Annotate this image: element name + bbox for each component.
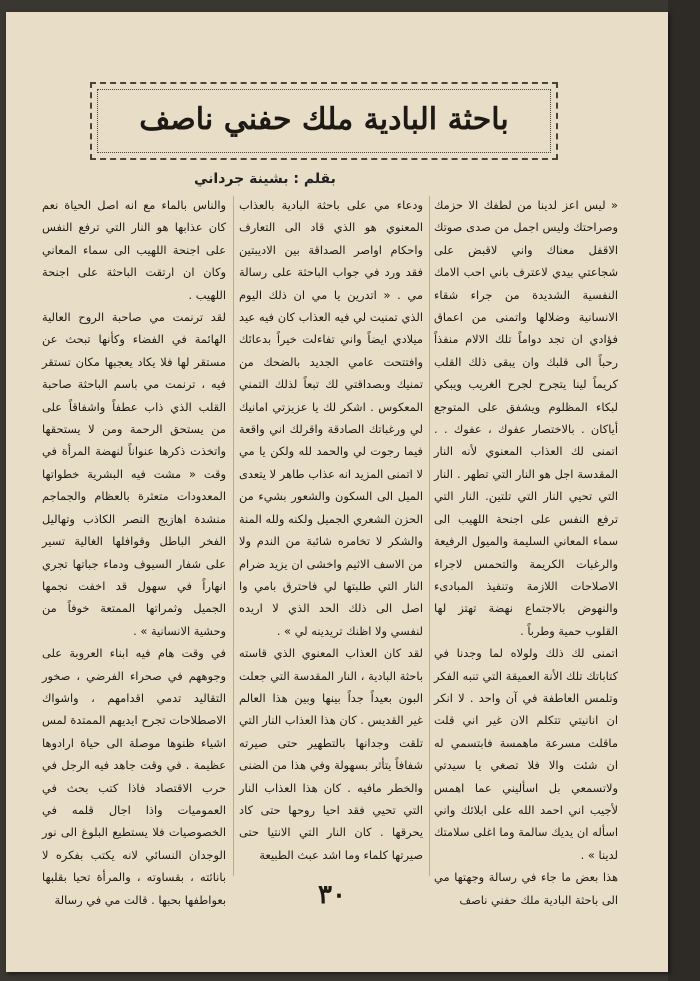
text-column-middle — [239, 194, 423, 866]
paragraph: « ليس اعز لدينا من لطفك الا حزمك وصراحتك وليس اجمل من صدى صوتك الاقفل معناك واني لاقبض على شجاعتي بيدي لاعترف باني احب الامك النفسية الشديدة من جراء شقاء الانسانية وضلالها واتمنى من اعماق فؤادي ان تجد دواماً تلك الالام منفذاً رحباً الى قلبك وان يبقى ذلك القلب كريماً لينا يتجرح لجرح الغريب ويبكي لبكاء المظلوم ويشفق على المتوجع أياكان . بالاختصار عفوك ، عفوك . . اتمنى لك العذاب المعنوي لأنه النار المقدسة اجل هو النار التي تطهر . النار التي تحيي النار التي تلتين. النار التي ترفع النفس على اجنحة اللهيب الى سماء المعاني السليمة والميول الرفيعة والرغبات الكريمة والتحمس لاجراء الاصلاحات اللازمة وتنفيذ المبادىء والنهوض بالاجتماع نهضة تهتز لها القلوب حمية وطرباً . — [434, 198, 618, 638]
paragraph: اتمنى لك ذلك ولولاه لما وجدنا في كتاباتك تلك الأنة العميقة التي تنبه الفكر وتلمس العاطفة في آن واحد . لا انكر ان انانيتي تتكلم الان غير اني قلت ماقلت مسرعة ماهمسة فابتسمي له ان شئت والا فلا تصغي يا سيدتي ولاتسمعي بل اسأليني عما اهمس لأجيب اني احمد الله على ابلائك واني اسأله ان يديك سالمة وما اغلى سلامتك لدينا » . — [434, 646, 618, 862]
column-divider — [233, 196, 234, 876]
paragraph: في وقت هام فيه ابناء العروبة على وجوههم في صحراء الفرضي ، صخور التقاليد تدمي اقدامهم ، واشواك الاصطلاحات تجرح ايديهم الممتدة لمس اشياء ظنوها موصلة الى حياة ارادوها عظيمة . في وقت جاهد فيه الرجل في حرب الاقتصاد فاذا كتب بحث في العموميات واذا اجال قلمه في الخصوصيات فلا يستطيع البلوغ الى نور الوجدان النسائي لانه يكتب بفكره لا بانائته ، بقساوته ، والمرأة تحيا بقلبها بعواطفها بحبها . قالت مي في رسالة — [42, 646, 226, 907]
text-column-left — [42, 194, 226, 911]
article-title: باحثة البادية ملك حفني ناصف — [139, 102, 509, 137]
book-page — [6, 12, 668, 972]
author-byline: بقلم : بشينة جرداني — [194, 171, 336, 187]
paragraph: ودعاء مي على باحثة البادية بالعذاب المعنوي هو الذي قاد الى التعارف واحكام اواصر الصداقة بين الاديبتين فقد ورد في جواب الباحثة على رسالة مي . « اتدرين يا مي ان ذلك اليوم الذي تمنيت لي فيه العذاب كان فيه عيد ميلادي ايضاً واني تفاءلت خيراً بدعائك وافتتحت عامي الجديد بالضحك من تمنيك وبصداقتي لك تبعاً لذلك التمني المعكوس . اشكر لك يا عزيزتي امانيك لي ورغباتك الصادقة واقرلك اني واقعة فيما رجوت لي والحمد لله ولكن يا مي لا اتمنى المزيد انه عذاب طاهر لا يتعدى الميل الى السكون والشعور بشيء من الحزن الشعري الجميل ولكنه ولله المنة والشكر لا تخامره شائبة من الندم ولا من الاسف الاثيم واخشى ان يزيد ضرام النار التي طلبتها لي فاحترق بامي وا اصل الى ذلك الحد الذي لا اريده لنفسي ولا اظنك تريدينه لي » . — [239, 198, 423, 638]
paragraph: لقد كان العذاب المعنوي الذي قاسته باحثة البادية ، النار المقدسة التي جعلت البون بعيداً جداً بينها وبين هذا العالم غير القديس . كان هذا العذاب النار التي تلقت وجدانها بالتطهير حتى صيرته شفافاً يتأثر بسهولة وفي هذا من الضنى والخطر مافيه . كان هذا العذاب النار التي تحيي فقد احيا روحها حتى كاد يحرقها . كان النار التي الانتيا حتى صيرتها كلماء وما اشد عبث الطبيعة — [239, 646, 423, 862]
title-frame — [90, 82, 558, 160]
scanner-background-strip — [668, 0, 700, 981]
paragraph: هذا بعض ما جاء في رسالة وجهتها مي الى باحثة البادية ملك حفني ناصف — [434, 870, 618, 907]
paragraph: والناس بالماء مع انه اصل الحياة نعم كان عذابها هو النار التي ترفع النفس على اجنحة اللهيب الى سماء المعاني وكان ان ارتقت الباحثة على اجنحة اللهيب . — [42, 198, 226, 302]
page-number: ٣٠ — [318, 880, 346, 910]
column-divider — [429, 196, 430, 876]
paragraph: لقد ترنمت مي صاحبة الروح العالية الهائمة في الفضاء وكأنها تبحث عن مستقر لها فلا يكاد يعجبها مكان تستقر فيه ، ترنمت مي باسم الباحثة صاحبة القلب الذي ذاب عطفاً واشفاقاً على من يستحق الرحمة ومن لا يستحقها واتخذت ذكرها عنواناً لنهضة المرأة في وقت « مشت فيه البشرية خطواتها المعدودات متعثرة بالعظام والجماجم منشدة اهازيج النصر الكاذب وتهاليل الفخر الباطل وقوافلها الغالية تسير على شفار السيوف ودماء جباتها تجري انهاراً في سهول قد اخفت نجمها الجميل وثمراتها الممتعة خوفاً من وحشية الانسانية » . — [42, 310, 226, 638]
text-column-right — [434, 194, 618, 911]
